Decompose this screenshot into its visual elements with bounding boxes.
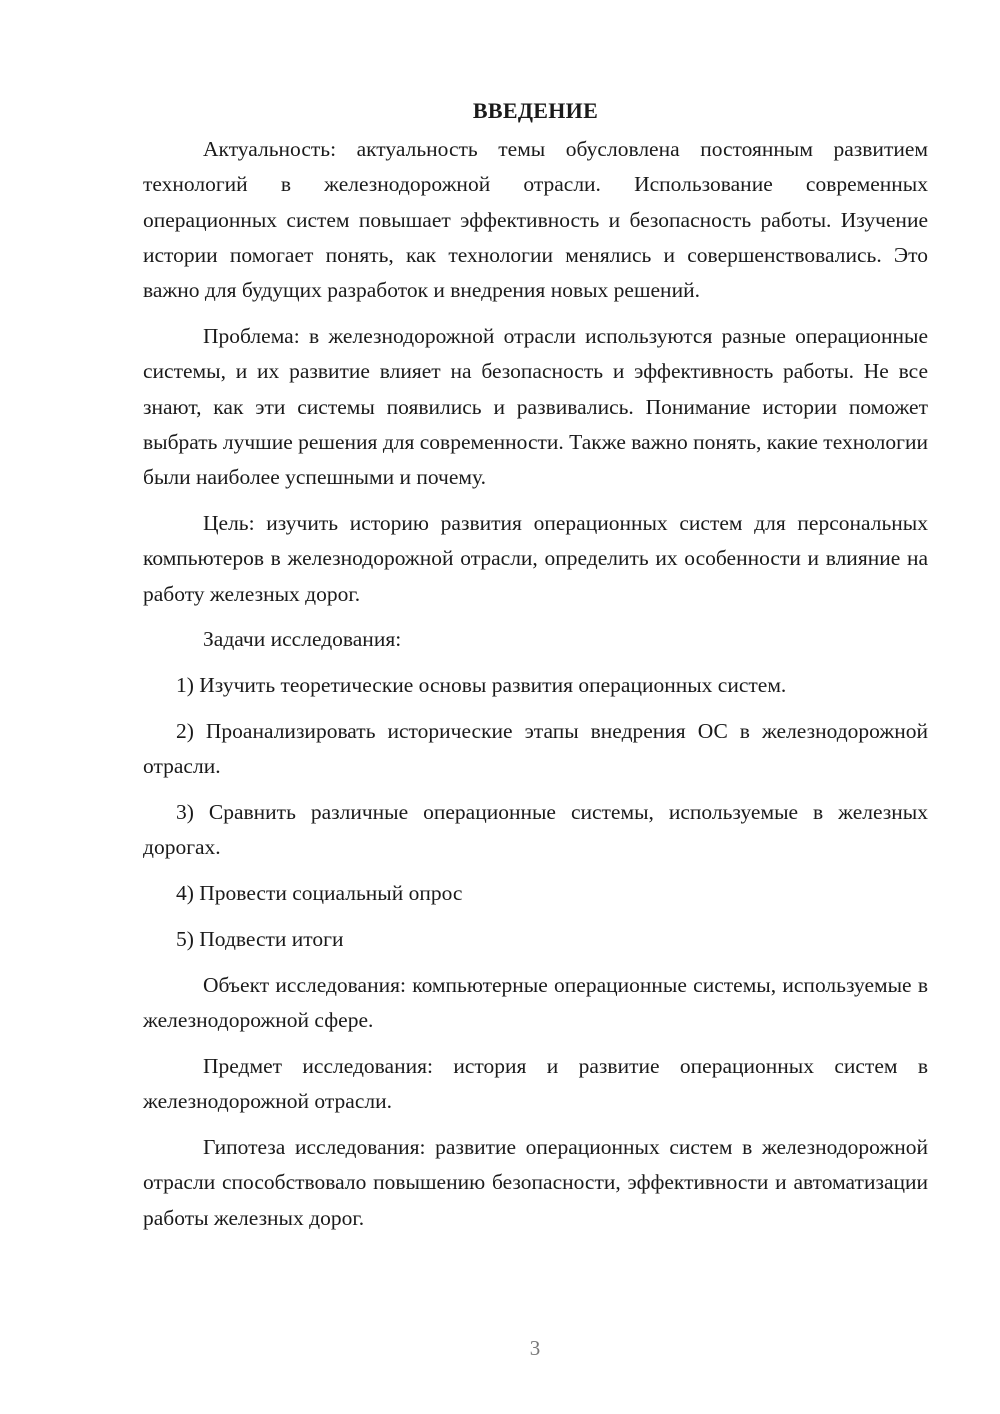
task-item-5: 5) Подвести итоги bbox=[176, 926, 344, 951]
task-item-1: 1) Изучить теоретические основы развития операционных систем. bbox=[176, 673, 787, 698]
goal-paragraph: Цель: изучить историю развития операционных систем для персональных компьютеров в железнодорожной отрасли, определить их особенности и влияние на работу железных дорог. bbox=[143, 510, 928, 606]
page-title: ВВЕДЕНИЕ bbox=[472, 98, 599, 123]
relevance-paragraph: Актуальность: актуальность темы обусловлена постоянным развитием технологий в железнодорожной отрасли. Использование современных операционных систем повышает эффективность и безопасность работы. Изучение истории помогает понять, как технологии менялись и совершенствовались. Это важно для будущих разработок и внедрения новых решений. bbox=[143, 137, 928, 303]
problem-paragraph: Проблема: в железнодорожной отрасли используются разные операционные системы, и их развитие влияет на безопасность и эффективность работы. Не все знают, как эти системы появились и развивались. Понимание истории поможет выбрать лучшие решения для современности. Также важно понять, какие технологии были наиболее успешными и почему. bbox=[143, 323, 928, 490]
hypothesis-paragraph: Гипотеза исследования: развитие операционных систем в железнодорожной отрасли способствовало повышению безопасности, эффективности и автоматизации работы железных дорог. bbox=[143, 1134, 928, 1230]
subject-paragraph: Предмет исследования: история и развитие операционных систем в железнодорожной отрасли. bbox=[143, 1053, 928, 1114]
object-paragraph: Объект исследования: компьютерные операционные системы, используемые в железнодорожной сфере. bbox=[143, 972, 928, 1033]
tasks-title: Задачи исследования: bbox=[203, 627, 402, 652]
document-page bbox=[143, 96, 928, 1236]
task-item-4: 4) Провести социальный опрос bbox=[176, 881, 463, 906]
task-item-2: 2) Проанализировать исторические этапы внедрения ОС в железнодорожной отрасли. bbox=[143, 718, 928, 779]
page-number: 3 bbox=[529, 1336, 541, 1360]
task-item-3: 3) Сравнить различные операционные системы, используемые в железных дорогах. bbox=[143, 800, 928, 860]
